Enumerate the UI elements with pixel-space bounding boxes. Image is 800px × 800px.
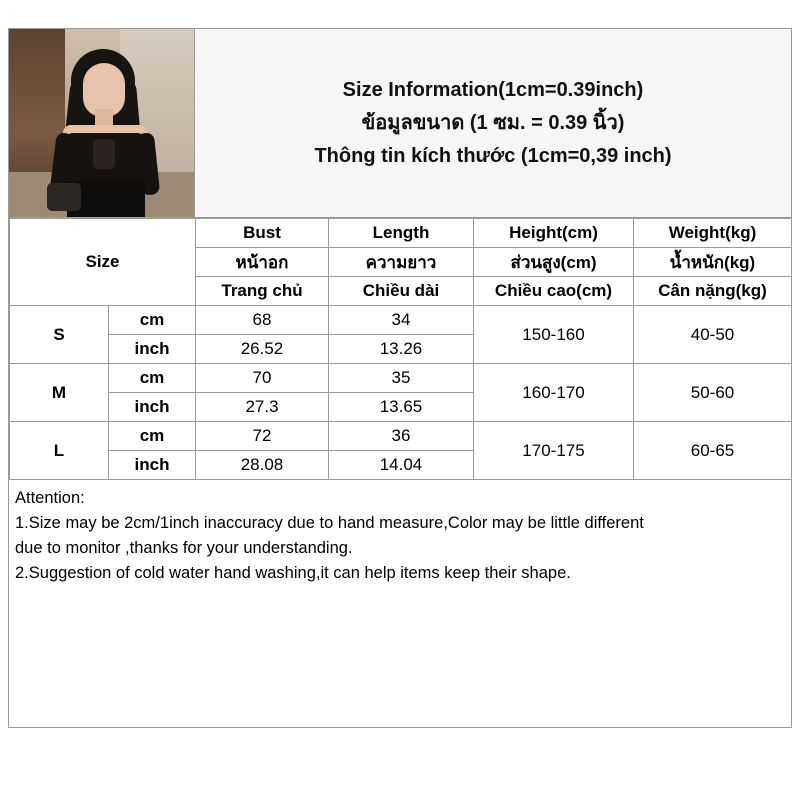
attention-line-1: 1.Size may be 2cm/1inch inaccuracy due to hand measure,Color may be little different: [15, 514, 644, 532]
bust-inch-m: 27.3: [196, 393, 329, 422]
weight-l: 60-65: [634, 422, 792, 480]
col-height-vi: Chiều cao(cm): [474, 277, 634, 306]
length-cm-m: 35: [329, 364, 474, 393]
length-inch-l: 14.04: [329, 451, 474, 480]
length-cm-s: 34: [329, 306, 474, 335]
size-chart-sheet: [8, 28, 792, 728]
col-length-en: Length: [329, 219, 474, 248]
table-header-row-en: [10, 219, 792, 248]
product-photo: [9, 29, 195, 217]
length-cm-l: 36: [329, 422, 474, 451]
bust-cm-s: 68: [196, 306, 329, 335]
unit-cm-l: cm: [109, 422, 196, 451]
col-bust-vi: Trang chủ: [196, 277, 329, 306]
attention-line-3: 2.Suggestion of cold water hand washing,it can help items keep their shape.: [15, 564, 571, 582]
col-bust-th: หน้าอก: [196, 248, 329, 277]
length-inch-m: 13.65: [329, 393, 474, 422]
title-line-th: ข้อมูลขนาด (1 ซม. = 0.39 นิ้ว): [361, 111, 625, 134]
attention-heading: Attention:: [15, 489, 85, 507]
weight-m: 50-60: [634, 364, 792, 422]
table-row: [10, 306, 792, 335]
length-inch-s: 13.26: [329, 335, 474, 364]
table-row: [10, 422, 792, 451]
bust-cm-l: 72: [196, 422, 329, 451]
col-weight-vi: Cân nặng(kg): [634, 277, 792, 306]
title-line-vi: Thông tin kích thước (1cm=0,39 inch): [314, 144, 672, 167]
weight-s: 40-50: [634, 306, 792, 364]
height-s: 150-160: [474, 306, 634, 364]
size-table: [9, 218, 792, 480]
unit-inch-s: inch: [109, 335, 196, 364]
row-size-s: S: [10, 306, 109, 364]
chart-header: [9, 29, 791, 218]
col-length-th: ความยาว: [329, 248, 474, 277]
height-m: 160-170: [474, 364, 634, 422]
unit-cm-m: cm: [109, 364, 196, 393]
row-size-l: L: [10, 422, 109, 480]
col-length-vi: Chiều dài: [329, 277, 474, 306]
bust-inch-s: 26.52: [196, 335, 329, 364]
attention-line-2: due to monitor ,thanks for your understanding.: [15, 539, 353, 557]
unit-inch-m: inch: [109, 393, 196, 422]
unit-cm-s: cm: [109, 306, 196, 335]
unit-inch-l: inch: [109, 451, 196, 480]
table-row: [10, 364, 792, 393]
size-label-cell: Size: [10, 219, 196, 306]
height-l: 170-175: [474, 422, 634, 480]
col-height-en: Height(cm): [474, 219, 634, 248]
row-size-m: M: [10, 364, 109, 422]
col-weight-th: น้ำหนัก(kg): [634, 248, 792, 277]
attention-block: [9, 480, 791, 590]
col-weight-en: Weight(kg): [634, 219, 792, 248]
title-block: [195, 29, 791, 217]
bust-inch-l: 28.08: [196, 451, 329, 480]
col-height-th: ส่วนสูง(cm): [474, 248, 634, 277]
col-bust-en: Bust: [196, 219, 329, 248]
title-line-en: Size Information(1cm=0.39inch): [342, 78, 644, 101]
bust-cm-m: 70: [196, 364, 329, 393]
